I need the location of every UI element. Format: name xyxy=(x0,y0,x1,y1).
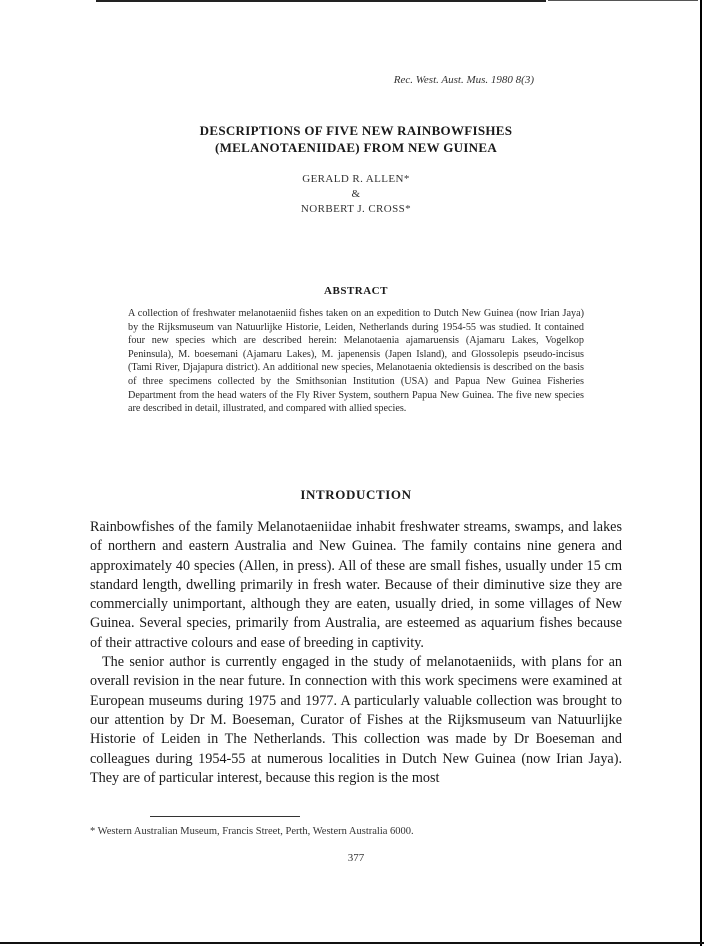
title-line-1: DESCRIPTIONS OF FIVE NEW RAINBOWFISHES xyxy=(199,123,513,138)
author-separator: & xyxy=(351,188,361,200)
running-head: Rec. West. Aust. Mus. 1980 8(3) xyxy=(393,74,534,86)
scan-edge-right xyxy=(700,0,702,946)
paper-title xyxy=(90,122,622,156)
author-1: GERALD R. ALLEN* xyxy=(302,173,410,185)
footnote: * Western Australian Museum, Francis Street, Perth, Western Australia 6000. xyxy=(90,826,414,837)
scan-edge-bottom xyxy=(0,942,704,944)
author-block xyxy=(90,172,622,217)
introduction-heading: INTRODUCTION xyxy=(300,487,412,502)
author-2: NORBERT J. CROSS* xyxy=(300,203,412,215)
introduction-paragraph-2: The senior author is currently engaged in the study of melanotaeniids, with plans for an overall revision in the near future. In connection with this work specimens were examined at European museums during 1975 and 1977. A particularly valuable collection was brought to our attention by Dr M. Boeseman, Curator of Fishes at the Rijksmuseum van Natuurlijke Historie of Leiden in The Netherlands. This collection was made by Dr Boeseman and colleagues during 1954-55 at numerous localities in Dutch New Guinea (now Irian Jaya). They are of particular interest, because this region is the most xyxy=(90,654,622,786)
abstract-heading: ABSTRACT xyxy=(324,285,388,297)
footnote-divider xyxy=(150,816,300,817)
abstract-text: A collection of freshwater melanotaeniid fishes taken on an expedition to Dutch New Guinea (now Irian Jaya) by the Rijksmuseum van Natuurlijke Historie, Leiden, Netherlands during 1954-55 was studied. It contained four new species which are described herein: Melanotaenia ajamaruensis (Ajamaru Lakes, Vogelkop Peninsula), M. boesemani (Ajamaru Lakes), M. japenensis (Japen Island), and Glossolepis pseudo-incisus (Tami River, Djajapura district). An additional new species, Melanotaenia oktediensis is described on the basis of three specimens collected by the Smithsonian Institution (USA) and Papua New Guinea Fisheries Department from the head waters of the Fly River System, southern Papua New Guinea. The five new species are described in detail, illustrated, and compared with allied species. xyxy=(128,308,584,415)
introduction-body xyxy=(90,518,622,788)
title-line-2: (MELANOTAENIIDAE) FROM NEW GUINEA xyxy=(214,140,498,155)
scan-edge-top xyxy=(96,0,546,2)
scan-edge-top-right xyxy=(548,0,698,1)
introduction-paragraph-1: Rainbowfishes of the family Melanotaeniidae inhabit freshwater streams, swamps, and lakes of northern and eastern Australia and New Guinea. The family contains nine genera and approximately 40 species (Allen, in press). All of these are small fishes, usually under 15 cm standard length, dwelling primarily in fresh water. Because of their diminutive size they are commercially unimportant, although they are eaten, usually dried, in some villages of New Guinea. Several species, primarily from Australia, are esteemed as aquarium fishes because of their attractive colours and ease of breeding in captivity. xyxy=(90,519,622,651)
page-number: 377 xyxy=(347,852,365,864)
